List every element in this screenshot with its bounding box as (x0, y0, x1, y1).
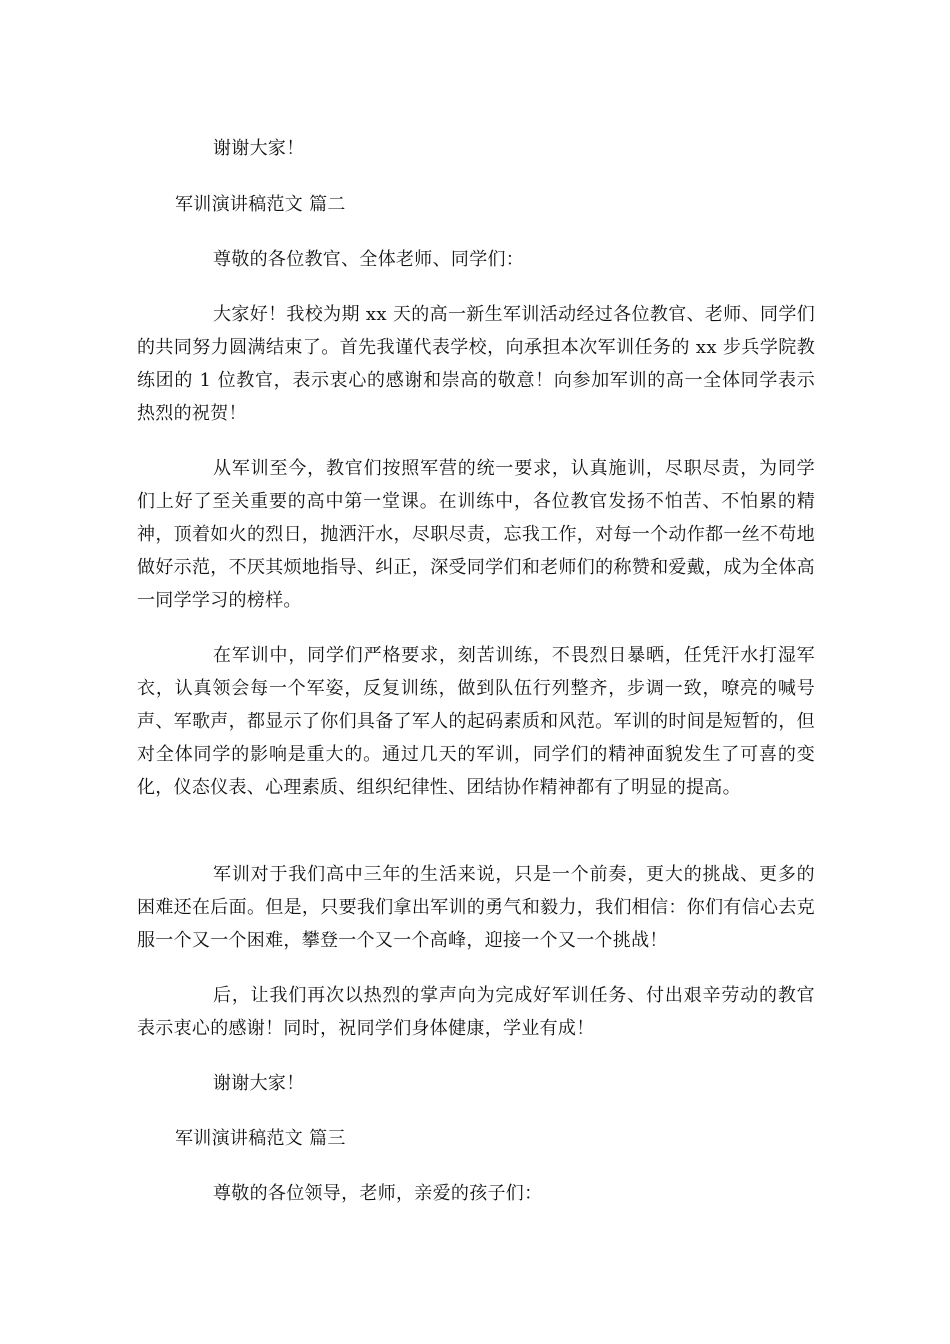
closing-thanks-2: 谢谢大家！ (213, 1073, 305, 1094)
paragraph-greeting: 大家好！我校为期 xx 天的高一新生军训活动经过各位教官、老师、同学们的共同努力圆满结束了。首先我谨代表学校，向承担本次军训任务的 xx 步兵学院教练团的 1 位教官，表示衷心的感谢和崇高的敬意！向参加军训的高一全体同学表示热烈的祝贺！ (137, 304, 815, 424)
salutation-2: 尊敬的各位教官、全体老师、同学们： (213, 249, 525, 270)
paragraph-instructors: 从军训至今，教官们按照军营的统一要求，认真施训，尽职尽责，为同学们上好了至关重要的高中第一堂课。在训练中，各位教官发扬不怕苦、不怕累的精神，顶着如火的烈日，抛洒汗水，尽职尽责，忘我工作，对每一个动作都一丝不苟地做好示范，不厌其烦地指导、纠正，深受同学们和老师们的称赞和爱戴，成为全体高一同学学习的榜样。 (137, 458, 815, 611)
paragraph-students: 在军训中，同学们严格要求，刻苦训练，不畏烈日暴晒，任凭汗水打湿军衣，认真领会每一个军姿，反复训练，做到队伍行列整齐，步调一致，嘹亮的喊号声、军歌声，都显示了你们具备了军人的起码素质和风范。军训的时间是短暂的，但对全体同学的影响是重大的。通过几天的军训，同学们的精神面貌发生了可喜的变化，仪态仪表、心理素质、组织纪律性、团结协作精神都有了明显的提高。 (137, 645, 815, 798)
closing-thanks-1: 谢谢大家！ (213, 138, 305, 159)
paragraph-prelude: 军训对于我们高中三年的生活来说，只是一个前奏，更大的挑战、更多的困难还在后面。但是，只要我们拿出军训的勇气和毅力，我们相信：你们有信心去克服一个又一个困难，攀登一个又一个高峰，迎接一个又一个挑战！ (137, 864, 815, 951)
section-heading-2: 军训演讲稿范文 篇二 (175, 194, 346, 215)
section-heading-3: 军训演讲稿范文 篇三 (175, 1128, 346, 1149)
salutation-3: 尊敬的各位领导，老师，亲爱的孩子们： (213, 1183, 543, 1204)
paragraph-final-thanks: 后，让我们再次以热烈的掌声向为完成好军训任务、付出艰辛劳动的教官表示衷心的感谢！同时，祝同学们身体健康，学业有成！ (137, 985, 815, 1039)
